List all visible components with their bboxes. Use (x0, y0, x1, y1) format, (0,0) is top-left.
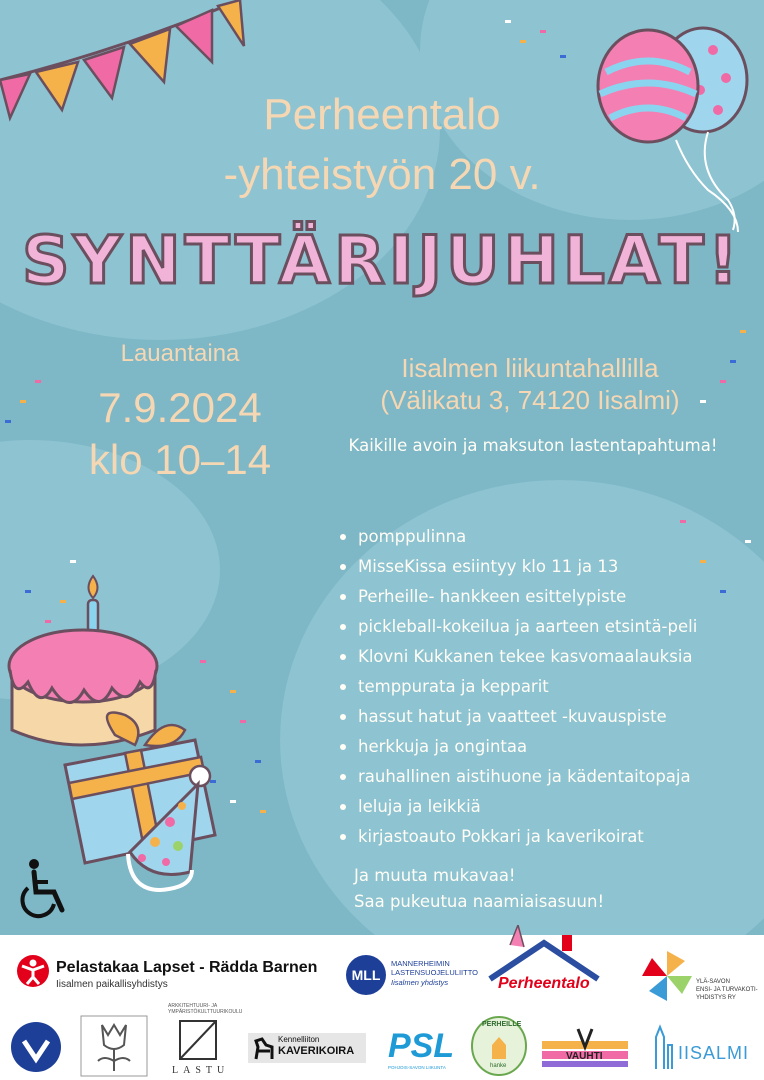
ylasavon-name-1: YLÄ-SAVON (696, 979, 730, 985)
psl-logo-text: PSL (388, 1027, 455, 1065)
closing-line-2: Saa pukeutua naamiaisasuun! (354, 892, 605, 911)
mll-logo: MLL (346, 955, 386, 995)
program-item: leluja ja leikkiä (340, 792, 697, 822)
dog-icon (252, 1035, 276, 1061)
mll-name-1: MANNERHEIMIN (391, 959, 450, 968)
lastu-logo-icon (170, 1019, 226, 1063)
lastu-top-1: ARKKITEHTUURI- JA (168, 1003, 218, 1009)
program-item: pickleball-kokeilua ja aarteen etsintä-peli (340, 612, 697, 642)
event-title: SYNTTÄRIJUHLAT! (22, 222, 742, 299)
perheille-bottom-text: hanke (490, 1063, 507, 1069)
program-item: pomppulinna (340, 522, 697, 552)
program-item: Klovni Kukkanen tekee kasvomaalauksia (340, 642, 697, 672)
program-item: Perheille- hankkeen esittelypiste (340, 582, 697, 612)
event-date: 7.9.2024 (98, 384, 262, 431)
kaverikoira-name: KAVERIKOIRA (278, 1045, 355, 1057)
program-item: temppurata ja kepparit (340, 672, 697, 702)
lastu-logo-text: LASTU (172, 1065, 230, 1076)
event-tagline: Kaikille avoin ja maksuton lastentapahtuma! (348, 436, 718, 455)
program-item: kirjastoauto Pokkari ja kaverikoirat (340, 822, 697, 852)
mll-subtitle: Iisalmen yhdistys (391, 978, 449, 987)
mll-name-2: LASTENSUOJELULIITTO (391, 968, 478, 977)
vauhti-logo-text: VAUHTI (566, 1051, 603, 1062)
event-venue: Iisalmen liikuntahallilla (401, 353, 659, 383)
iisalmi-tower-icon (650, 1023, 676, 1071)
kaverikoira-small: Kennelliiton (278, 1035, 320, 1044)
vauhti-logo-icon (540, 1027, 630, 1069)
ylasavon-name-3: YHDISTYS RY (696, 995, 736, 1001)
ylasavon-name-2: ENSI- JA TURVAKOTI- (696, 987, 758, 993)
perheentalo-logo-text: Perheentalo (498, 975, 590, 992)
program-item: hassut hatut ja vaatteet -kuvauspiste (340, 702, 697, 732)
pelastakaa-lapset-icon (16, 954, 50, 988)
closing-line-1: Ja muuta mukavaa! (354, 866, 516, 885)
event-day: Lauantaina (120, 340, 240, 367)
psl-subtitle: POHJOIS-SAVON LIIKUNTA (388, 1065, 446, 1070)
program-item: herkkuja ja ongintaa (340, 732, 697, 762)
tasa-logo-icon (10, 1021, 62, 1073)
pinwheel-icon (640, 949, 694, 1003)
headline-line-1: Perheentalo (263, 90, 501, 139)
pelastakaa-lapset-subtitle: Iisalmen paikallisyhdistys (56, 979, 168, 990)
iisalmi-logo-text: IISALMI (678, 1043, 750, 1063)
program-item: rauhallinen aistihuone ja kädentaitopaja (340, 762, 697, 792)
event-address: (Välikatu 3, 74120 Iisalmi) (380, 385, 680, 415)
program-item: MisseKissa esiintyy klo 11 ja 13 (340, 552, 697, 582)
pelastakaa-lapset-name: Pelastakaa Lapset - Rädda Barnen (56, 959, 318, 976)
sponsor-footer (0, 935, 764, 1080)
lastu-top-2: YMPÄRISTÖKULTTUURIKOULU (168, 1009, 243, 1015)
headline-line-2: -yhteistyön 20 v. (223, 150, 541, 199)
tulip-logo-icon (80, 1015, 148, 1077)
event-time: klo 10–14 (88, 436, 272, 483)
perheille-top-text: PERHEILLE (482, 1021, 522, 1028)
